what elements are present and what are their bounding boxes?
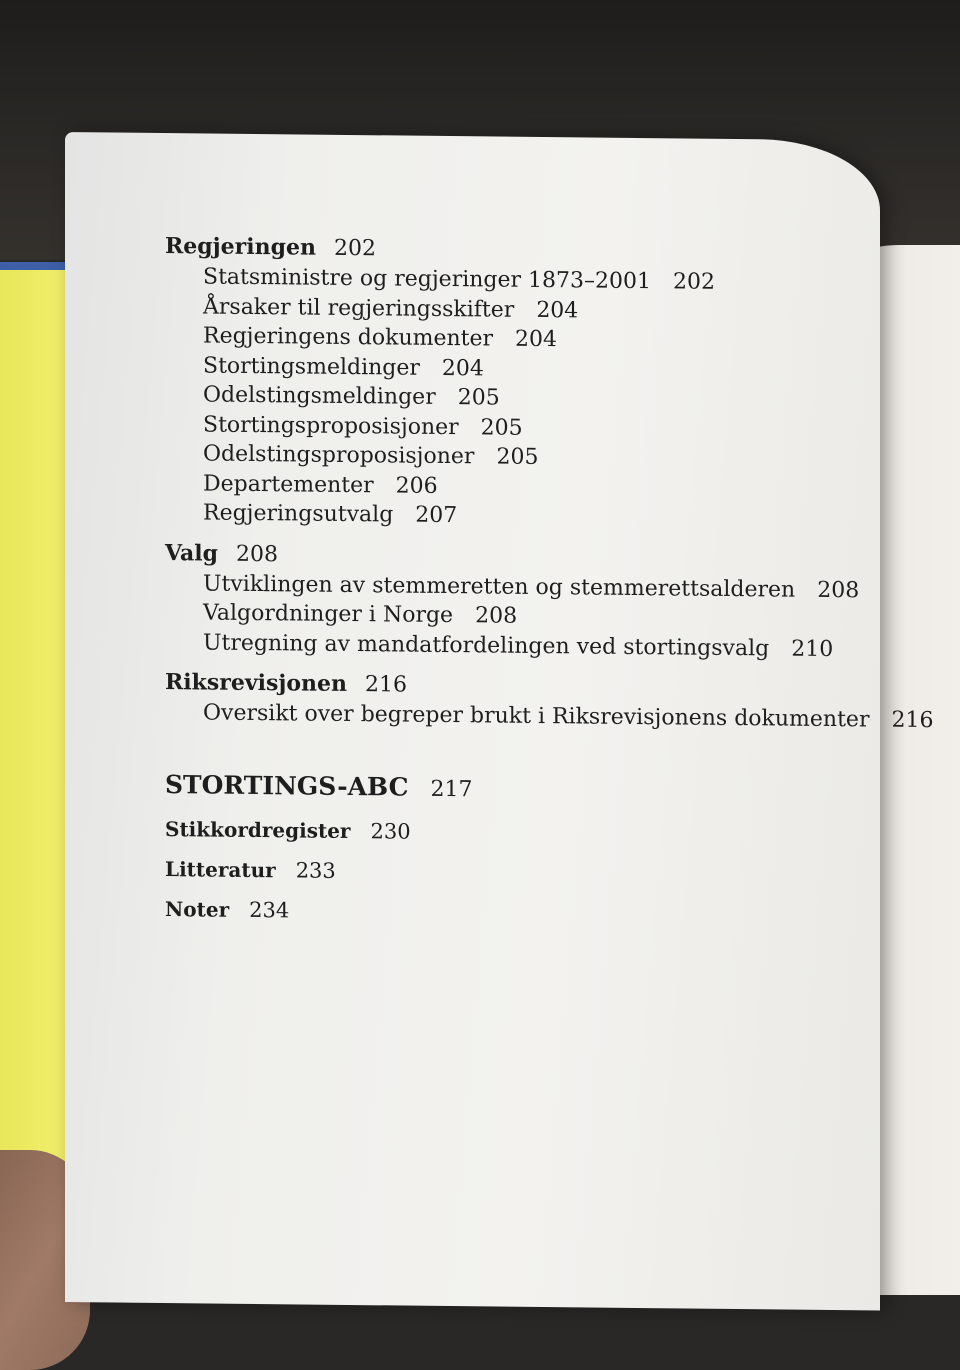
toc-section-regjeringen xyxy=(165,231,865,535)
page-number: 202 xyxy=(673,269,716,295)
toc-appendix-entry xyxy=(165,814,865,851)
page-number: 204 xyxy=(536,297,579,323)
page-number: 217 xyxy=(430,776,473,802)
toc-section-valg xyxy=(165,538,865,665)
section-title-text: Regjeringen xyxy=(165,233,316,261)
item-label: Valgordninger i Norge xyxy=(203,600,454,629)
page-number: 207 xyxy=(415,502,458,529)
page-number: 216 xyxy=(891,707,934,734)
item-label: Regjeringsutvalg xyxy=(203,500,394,528)
major-title-text: STORTINGS-ABC xyxy=(165,769,409,802)
page-number: 205 xyxy=(480,414,523,441)
page-number: 230 xyxy=(370,818,411,844)
item-label: Utregning av mandatfordelingen ved stortingsvalg xyxy=(203,629,770,661)
page-number: 206 xyxy=(395,472,438,499)
table-of-contents xyxy=(165,231,934,931)
toc-appendix-entry xyxy=(165,894,865,931)
page-number: 205 xyxy=(457,385,500,411)
appendix-title-text: Noter xyxy=(165,896,230,922)
page-number: 205 xyxy=(496,444,539,470)
page-number: 208 xyxy=(817,577,860,603)
item-label: Stortingsmeldinger xyxy=(203,352,420,381)
toc-appendix-entry xyxy=(165,854,865,891)
toc-item xyxy=(165,498,865,535)
item-label: Utviklingen av stemmeretten og stemmerettsalderen xyxy=(203,570,796,603)
appendix-title-text: Litteratur xyxy=(165,856,276,882)
page-number: 216 xyxy=(365,672,408,698)
item-label: Departementer xyxy=(203,470,374,498)
page-number: 210 xyxy=(791,636,834,662)
item-label: Statsministre og regjeringer 1873–2001 xyxy=(203,264,652,295)
page-number: 208 xyxy=(475,603,518,629)
toc-item xyxy=(165,628,865,665)
item-label: Oversikt over begreper brukt i Riksrevisjonens dokumenter xyxy=(203,700,870,733)
toc-item xyxy=(165,698,934,735)
page-number: 208 xyxy=(236,541,279,567)
item-label: Odelstingsmeldinger xyxy=(203,382,436,410)
section-title-text: Valg xyxy=(165,539,219,567)
section-title-text: Riksrevisjonen xyxy=(165,669,348,697)
item-label: Odelstingsproposisjoner xyxy=(203,441,475,470)
item-label: Årsaker til regjeringsskifter xyxy=(203,293,515,323)
appendix-title-text: Stikkordregister xyxy=(165,816,351,843)
book-page xyxy=(65,132,934,1311)
item-label: Regjeringens dokumenter xyxy=(203,323,494,352)
page-number: 233 xyxy=(295,857,336,883)
toc-major-section xyxy=(165,768,865,811)
page-number: 204 xyxy=(515,326,558,353)
page-number: 202 xyxy=(333,235,376,262)
toc-section-riksrevisjonen xyxy=(165,667,934,735)
item-label: Stortingsproposisjoner xyxy=(203,411,459,440)
page-number: 204 xyxy=(441,355,484,381)
page-number: 234 xyxy=(249,897,290,922)
